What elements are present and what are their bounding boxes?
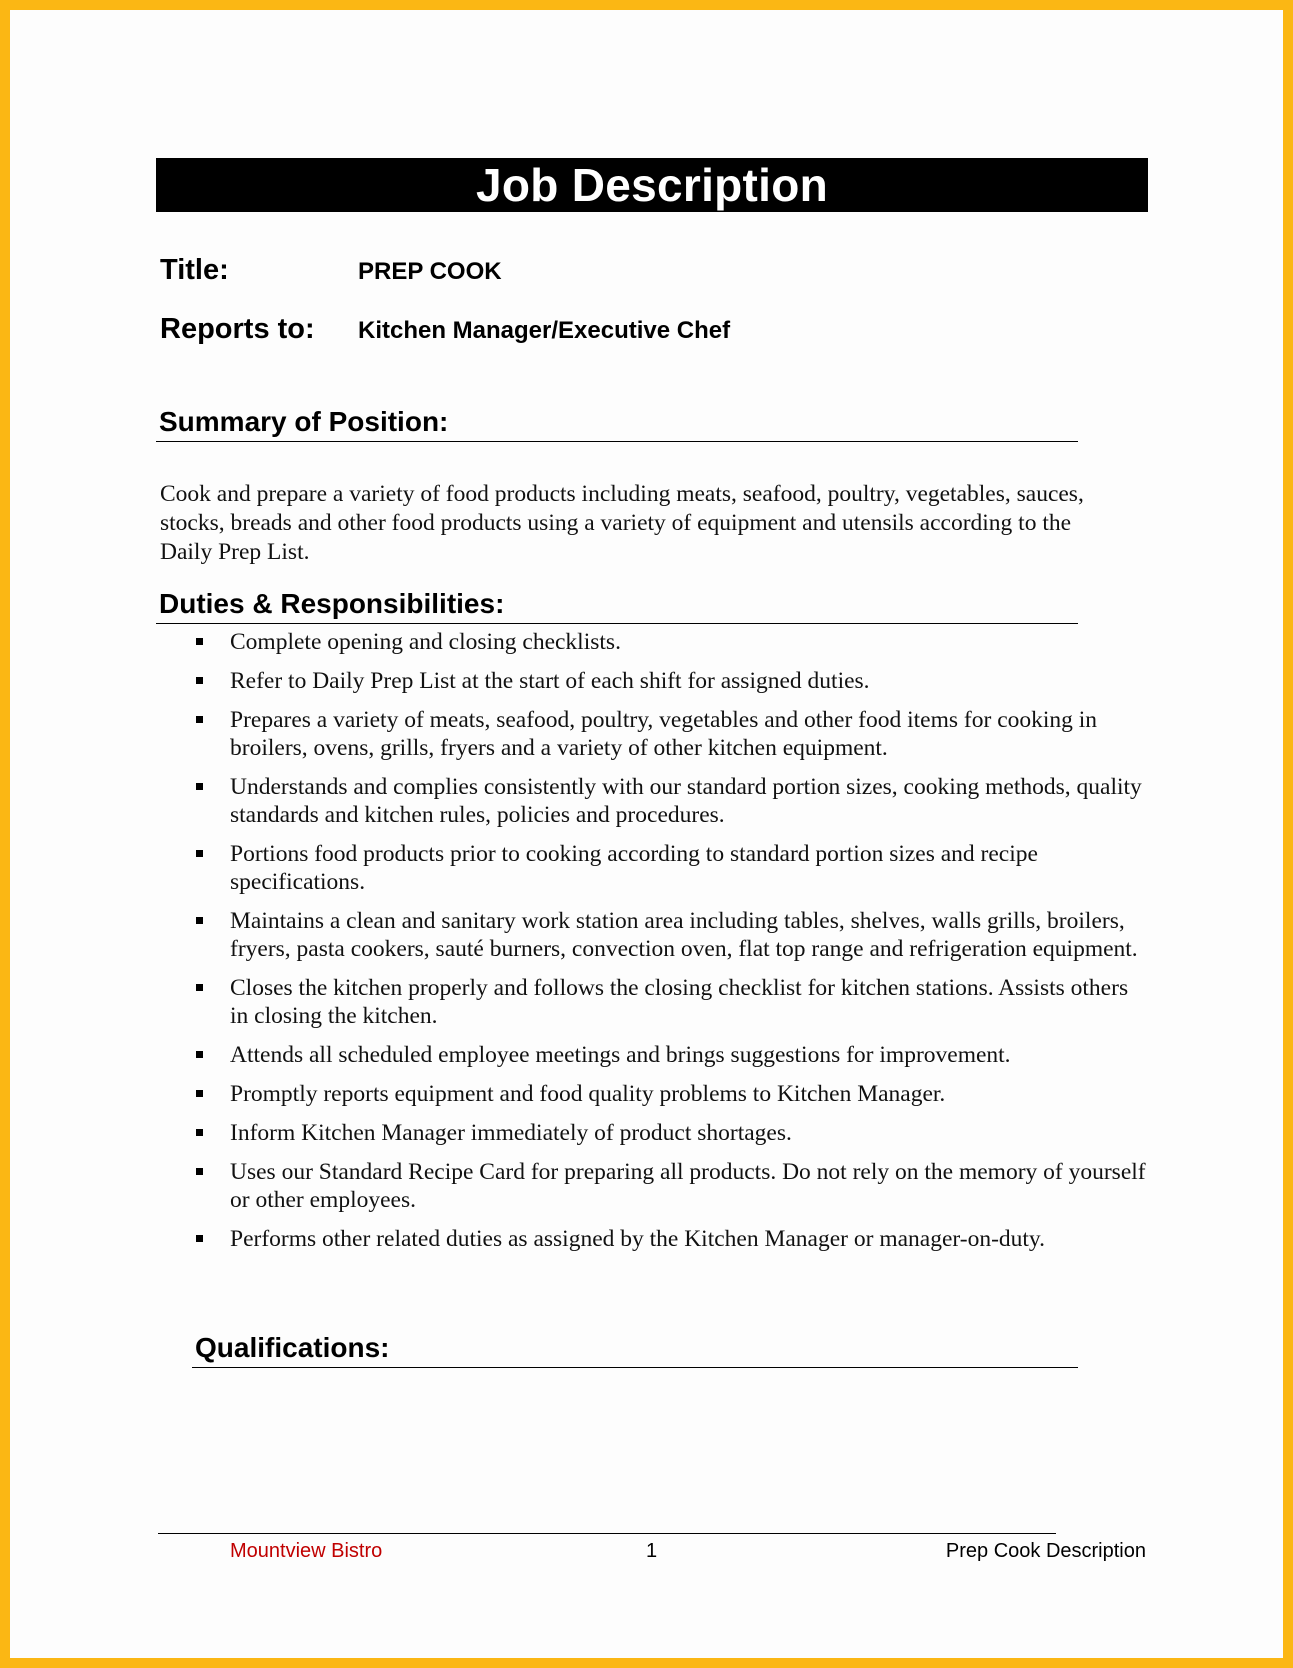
list-item [156,628,1148,656]
title-field-label: Title: [160,254,229,286]
bullet-square-icon [196,1129,203,1136]
duty-text: Attends all scheduled employee meetings and brings suggestions for improvement. [230,1042,1011,1068]
duty-text: Complete opening and closing checklists. [230,629,621,655]
list-item [156,840,1148,896]
duty-text: Uses our Standard Recipe Card for preparing all products. Do not rely on the memory of yourself or other employees. [230,1159,1146,1213]
footer-document-name: Prep Cook Description [945,1540,1146,1562]
title-field-value: PREP COOK [358,258,502,285]
duty-text: Performs other related duties as assigned by the Kitchen Manager or manager-on-duty. [230,1226,1046,1252]
bullet-square-icon [196,1051,203,1058]
duties-list [156,628,1148,1264]
document-page [156,158,1148,1562]
bullet-square-icon [196,677,203,684]
title-field-row [160,254,502,287]
document-title: Job Description [475,159,829,211]
list-item [156,773,1148,829]
qualifications-heading: Qualifications: [192,1331,1078,1368]
bullet-square-icon [196,984,203,991]
list-item [156,1119,1148,1147]
list-item [156,974,1148,1030]
list-item [156,907,1148,963]
duty-text: Understands and complies consistently with our standard portion sizes, cooking methods, quality standards and kitchen rules, policies and procedures. [230,774,1142,828]
reports-to-field-label: Reports to: [160,313,315,345]
list-item [156,1225,1148,1253]
footer-page-number: 1 [646,1540,658,1562]
bullet-square-icon [196,638,203,645]
duty-text: Portions food products prior to cooking according to standard portion sizes and recipe specifications. [230,841,1038,895]
bullet-square-icon [196,783,203,790]
bullet-square-icon [196,917,203,924]
list-item [156,667,1148,695]
duty-text: Promptly reports equipment and food quality problems to Kitchen Manager. [230,1081,946,1107]
bullet-square-icon [196,1168,203,1175]
bullet-square-icon [196,1235,203,1242]
list-item [156,1080,1148,1108]
footer-company-name: Mountview Bistro [230,1540,383,1562]
duty-text: Maintains a clean and sanitary work station area including tables, shelves, walls grills, broilers, fryers, pasta cookers, sauté burners, convection oven, flat top range and refrigeration equipment. [230,908,1138,962]
list-item [156,706,1148,762]
footer-divider [158,1533,1056,1534]
duty-text: Closes the kitchen properly and follows the closing checklist for kitchen stations. Assists others in closing the kitchen. [230,975,1129,1029]
bullet-square-icon [196,850,203,857]
duties-heading: Duties & Responsibilities: [156,587,1078,624]
list-item [156,1041,1148,1069]
reports-to-field-value: Kitchen Manager/Executive Chef [358,317,731,344]
duty-text: Inform Kitchen Manager immediately of product shortages. [230,1120,792,1146]
duty-text: Prepares a variety of meats, seafood, poultry, vegetables and other food items for cooking in broilers, ovens, grills, fryers and a variety of other kitchen equipment. [230,707,1098,761]
summary-heading: Summary of Position: [156,405,1078,442]
bullet-square-icon [196,1090,203,1097]
reports-to-field-row [160,313,730,346]
bullet-square-icon [196,716,203,723]
list-item [156,1158,1148,1214]
document-title-bar [156,158,1148,212]
duty-text: Refer to Daily Prep List at the start of each shift for assigned duties. [230,668,870,694]
summary-text: Cook and prepare a variety of food products including meats, seafood, poultry, vegetables, sauces, stocks, breads and other food products using a variety of equipment and utensils according to the Daily Prep List. [160,481,1084,565]
